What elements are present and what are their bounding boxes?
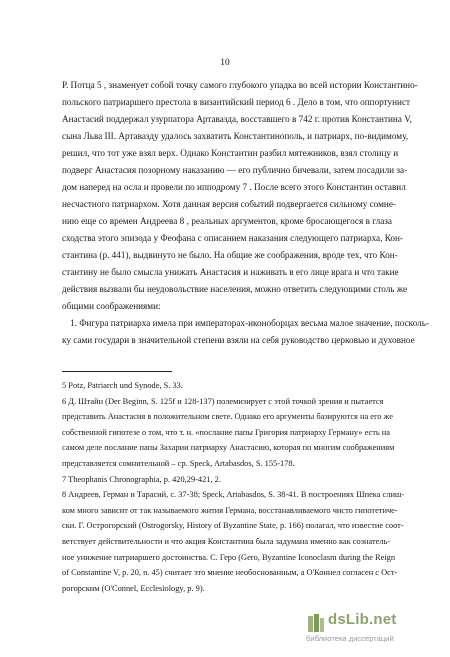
text-line: несчастного патриархом. Хотя данная версия событий подвергается сильному сомне- xyxy=(62,199,396,209)
text-line: польского патриаршего престола в византийский период 6 . Дело в том, что оппортунист xyxy=(62,97,411,107)
page-number: 10 xyxy=(220,58,230,68)
footnote-line: ком много зависит от так называемого жития Германа, восстанавливаемого чисто гипотетиче- xyxy=(62,505,398,515)
text-line: подверг Анастасия позорному наказанию — его публично бичевали, затем посадили за- xyxy=(62,165,408,175)
watermark[interactable] xyxy=(306,611,436,645)
dslib-logo-icon xyxy=(306,613,326,635)
footnote-line: 6 Д. Штайн (Der Beginn, S. 125f и 128-137) полемизирует с этой точкой зрения и пытается xyxy=(62,396,384,406)
footnote-divider xyxy=(62,371,172,372)
text-line: стантину не было смысла унижать Анастасия и наживать в его лице врага и что такие xyxy=(62,267,399,277)
text-line: дом наперед на осла и провели по ипподрому 7 . После всего этого Константин оставил xyxy=(62,182,406,192)
watermark-title: dsLib.net xyxy=(328,611,397,628)
footnote-line: представляется сомнительной – ср. Speck, Artabasdos, S. 155-178. xyxy=(62,458,295,468)
footnote-line: 5 Potz, Patriarch und Synode, S. 33. xyxy=(62,381,183,390)
text-line: стантина (р. 441), выдвинуто не было. На общие же соображения, вроде тех, что Кон- xyxy=(62,250,398,260)
footnote-line: ное унижение патриаршего достоинства. С. Геро (Gero, Byzantine Iconoclasm during the Reign xyxy=(62,552,396,562)
footnotes xyxy=(62,378,405,596)
footnote-line: рогорским (O'Connel, Ecclesiology, p. 9). xyxy=(62,583,205,593)
watermark-subtitle: библиотека диссертаций xyxy=(306,634,394,643)
footnote-line: самом деле послание папы Захарии патриарху Анастасию, которая по многим соображениям xyxy=(62,443,395,453)
text-line: ку сами государи в значительной степени взяли на себя руководство церковью и духовное xyxy=(62,335,415,345)
text-line: общими соображениями: xyxy=(62,301,161,311)
text-line: нию еще со времен Андреева 8 , реальных аргументов, кроме бросающегося в глаза xyxy=(62,216,392,226)
text-line: Анастасий поддержал узурпатора Артавазда, восставшего в 742 г. против Константина V, xyxy=(62,114,412,124)
text-line: действия вызвали бы неудовольствие населения, можно ответить следующими столь же xyxy=(62,284,408,294)
text-line: сына Льва III. Артавазду удалось захватить Константинополь, и патриарх, по-видимому, xyxy=(62,131,409,141)
main-text-body xyxy=(62,77,429,349)
footnote-line: of Constantine V, p. 20, n. 45) считает это мнение необоснованным, а О'Коннел согласен с Ост- xyxy=(62,568,398,578)
footnote-line: ветствует действительности и что акция Константина была задумана именно как сознатель- xyxy=(62,536,391,546)
text-line: 1. Фигура патриарха имела при императорах-иконоборцах весьма малое значение, посколь- xyxy=(70,318,429,328)
text-line: Р. Потца 5 , знаменует собой точку самого глубокого упадка во всей истории Константино- xyxy=(62,80,418,90)
footnote-line: собственной гипотезе о том, что т. н. «послание папы Григория патриарху Герману» есть на xyxy=(62,427,390,437)
text-line: сходства этого эпизода у Феофана с описанием наказания следующего патриарха, Кон- xyxy=(62,233,403,243)
text-line: решил, что тот уже взял верх. Однако Константин разбил мятежников, взял столицу и xyxy=(62,148,399,158)
footnote-line: ски. Г. Острогорский (Ostrogorsky, History of Byzantine State, p. 166) полагал, что известие соот- xyxy=(62,521,404,531)
footnote-line: 8 Андреев, Герман и Тарасий, с. 37-38; Speck, Artabasdos, S. 38-41. В построениях Шпека слиш- xyxy=(62,490,405,500)
footnote-line: 7 Theophanis Chronographia, p. 420,29-421, 2. xyxy=(62,474,221,484)
footnote-line: представить Анастасия в положительном свете. Однако его аргументы базируются на его же xyxy=(62,412,393,422)
